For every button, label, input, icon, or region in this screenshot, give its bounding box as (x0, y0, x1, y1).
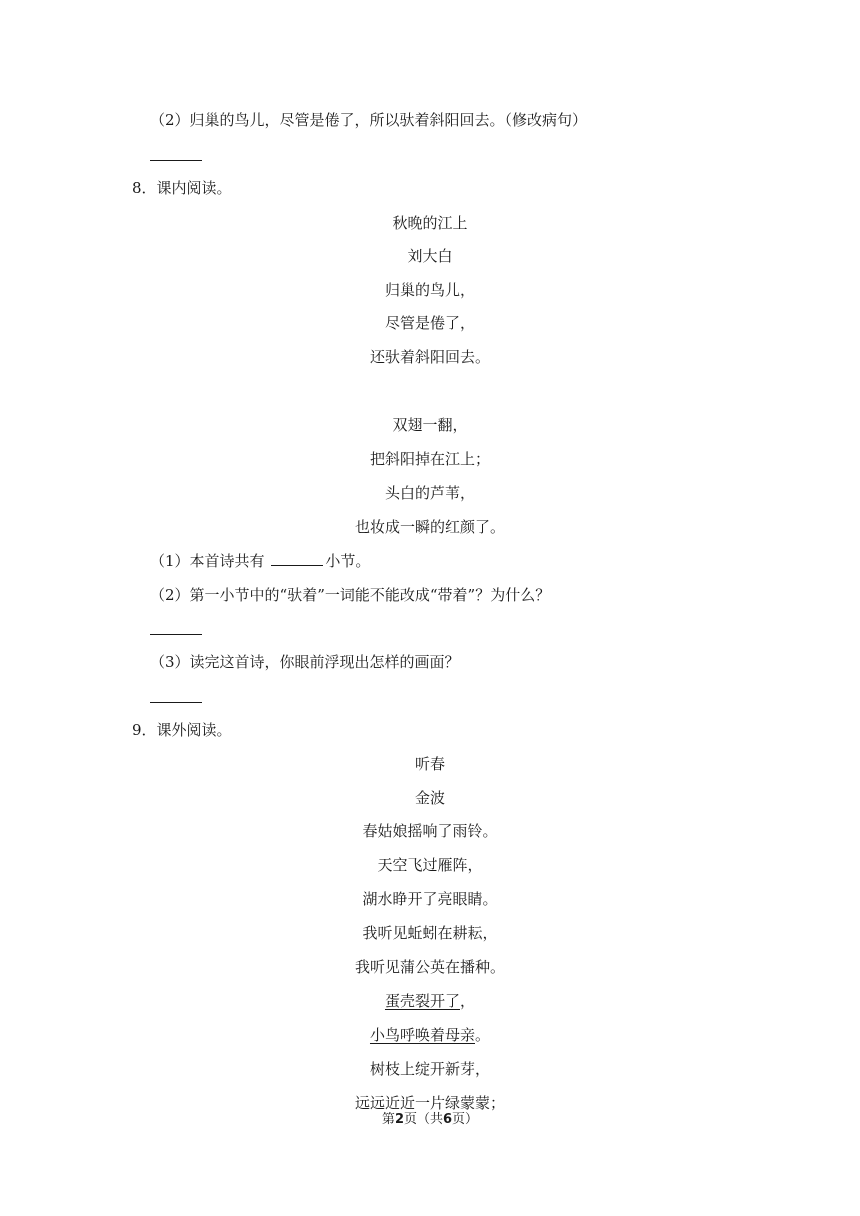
q8-poem-author: 刘大白 (407, 247, 453, 265)
q8-stanza1-line: 还驮着斜阳回去。 (369, 348, 490, 366)
q8-sub3: （3）读完这首诗，你眼前浮现出怎样的画面？ (150, 653, 460, 671)
q8-stanza2-line: 也妆成一瞬的红颜了。 (354, 518, 505, 536)
q8-sub2: （2）第一小节中的“驮着”一词能不能改成“带着”？为什么？ (150, 586, 551, 604)
q9-poem-author: 金波 (414, 789, 445, 807)
q9-poem-title: 听春 (414, 755, 445, 773)
q8-stanza1-line: 归巢的鸟儿， (384, 281, 475, 299)
q9-poem-line: 远远近近一片绿蒙蒙； (354, 1094, 505, 1112)
q8-sub1-after: 小节。 (325, 552, 371, 570)
footer-page-number: 2 (394, 1112, 404, 1127)
q9-heading: 9．课外阅读。 (132, 721, 232, 739)
q8-stanza2-line: 把斜阳掉在江上； (369, 450, 490, 468)
footer-middle: 页（共 (403, 1112, 443, 1127)
q8-stanza2-line: 双翅一翻， (392, 416, 468, 434)
q8-sub1-blank (271, 551, 323, 566)
footer-prefix: 第 (381, 1112, 395, 1127)
q9-underlined-text-2: 小鸟呼唤着母亲 (369, 1026, 475, 1044)
q9-underlined-text-1: 蛋壳裂开了 (384, 992, 460, 1010)
q9-poem-line: 我听见蚯蚓在耕耘， (362, 924, 498, 942)
q9-underlined-line-2 (0, 1025, 860, 1045)
q9-poem-line: 湖水睁开了亮眼睛。 (362, 890, 498, 908)
q8-stanza2-line: 头白的芦苇， (384, 484, 475, 502)
q9-poem-line: 我听见蒲公英在播种。 (354, 958, 505, 976)
q7-sub2-answer-line (150, 160, 202, 161)
q8-stanza1-line: 尽管是倦了， (384, 314, 475, 332)
q9-underlined-tail-2: 。 (475, 1026, 491, 1044)
q8-sub3-answer-line (150, 702, 202, 703)
q9-poem-line: 春姑娘摇响了雨铃。 (362, 822, 498, 840)
page-footer (0, 1111, 860, 1129)
q8-poem-title: 秋晚的江上 (392, 214, 468, 232)
footer-suffix: 页） (452, 1112, 479, 1127)
q9-poem-line: 树枝上绽开新芽， (369, 1060, 490, 1078)
q9-underlined-tail-1: ， (460, 992, 476, 1010)
q8-sub1 (150, 551, 370, 571)
q8-sub2-answer-line (150, 634, 202, 635)
footer-total-pages: 6 (443, 1112, 453, 1127)
q8-heading: 8．课内阅读。 (132, 179, 232, 197)
q8-sub1-before: （1）本首诗共有 (150, 552, 270, 570)
q9-underlined-line-1 (0, 991, 860, 1011)
q7-sub2-text: （2）归巢的鸟儿，尽管是倦了，所以驮着斜阳回去。（修改病句） (150, 111, 588, 129)
q9-poem-line: 天空飞过雁阵， (377, 856, 483, 874)
